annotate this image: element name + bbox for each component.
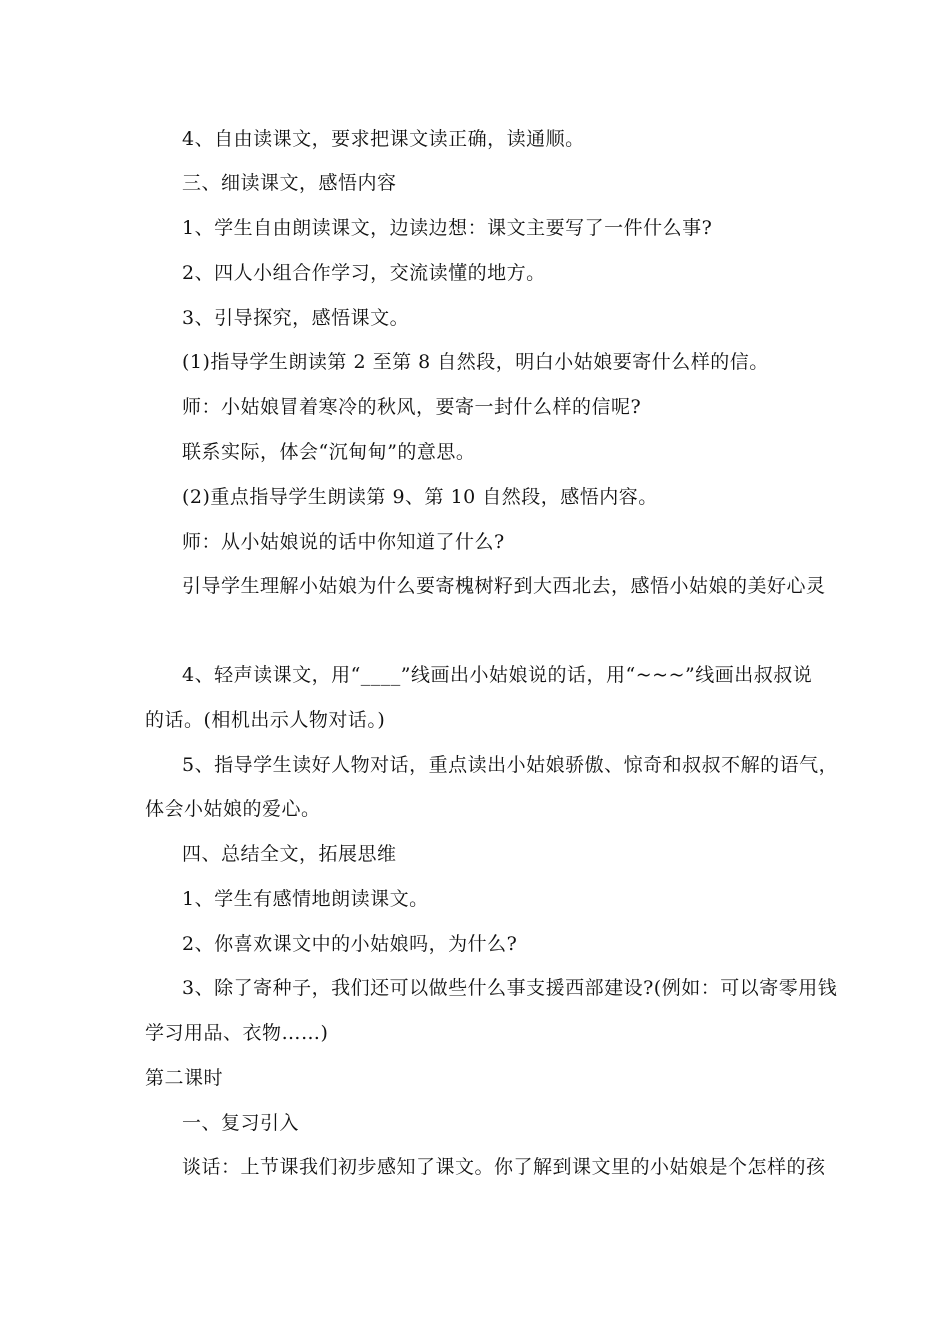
paragraph-line: 1、学生有感情地朗读课文。 — [182, 888, 429, 910]
paragraph-line: 师：从小姑娘说的话中你知道了什么? — [182, 531, 505, 553]
paragraph-line: 2、四人小组合作学习，交流读懂的地方。 — [182, 262, 546, 284]
paragraph-line: 师：小姑娘冒着寒冷的秋风，要寄一封什么样的信呢? — [182, 396, 642, 418]
paragraph-line: 3、引导探究，感悟课文。 — [182, 307, 410, 329]
paragraph-line: 联系实际，体会“沉甸甸”的意思。 — [182, 441, 476, 463]
section-heading: 一、复习引入 — [182, 1112, 300, 1134]
paragraph-line: 学习用品、衣物……) — [145, 1022, 329, 1044]
paragraph-line: 谈话：上节课我们初步感知了课文。你了解到课文里的小姑娘是个怎样的孩 — [182, 1156, 826, 1178]
paragraph-line: 4、自由读课文，要求把课文读正确，读通顺。 — [182, 128, 585, 150]
paragraph-line: (2)重点指导学生朗读第 9、第 10 自然段，感悟内容。 — [182, 486, 658, 508]
lesson-heading: 第二课时 — [145, 1067, 224, 1089]
paragraph-line: 体会小姑娘的爱心。 — [145, 798, 321, 820]
paragraph-line: 1、学生自由朗读课文，边读边想：课文主要写了一件什么事? — [182, 217, 713, 239]
paragraph-line: (1)指导学生朗读第 2 至第 8 自然段，明白小姑娘要寄什么样的信。 — [182, 351, 769, 373]
paragraph-line: 4、轻声读课文，用“____”线画出小姑娘说的话，用“~~~”线画出叔叔说 — [182, 664, 813, 686]
paragraph-line: 5、指导学生读好人物对话，重点读出小姑娘骄傲、惊奇和叔叔不解的语气， — [182, 754, 839, 776]
section-heading: 三、细读课文，感悟内容 — [182, 172, 397, 194]
paragraph-line: 2、你喜欢课文中的小姑娘吗，为什么? — [182, 933, 518, 955]
section-heading: 四、总结全文，拓展思维 — [182, 843, 397, 865]
paragraph-line: 的话。(相机出示人物对话。) — [145, 709, 386, 731]
paragraph-line: 3、除了寄种子，我们还可以做些什么事支援西部建设?(例如：可以寄零用钱 — [182, 977, 838, 999]
paragraph-line: 引导学生理解小姑娘为什么要寄槐树籽到大西北去，感悟小姑娘的美好心灵 — [182, 575, 826, 597]
